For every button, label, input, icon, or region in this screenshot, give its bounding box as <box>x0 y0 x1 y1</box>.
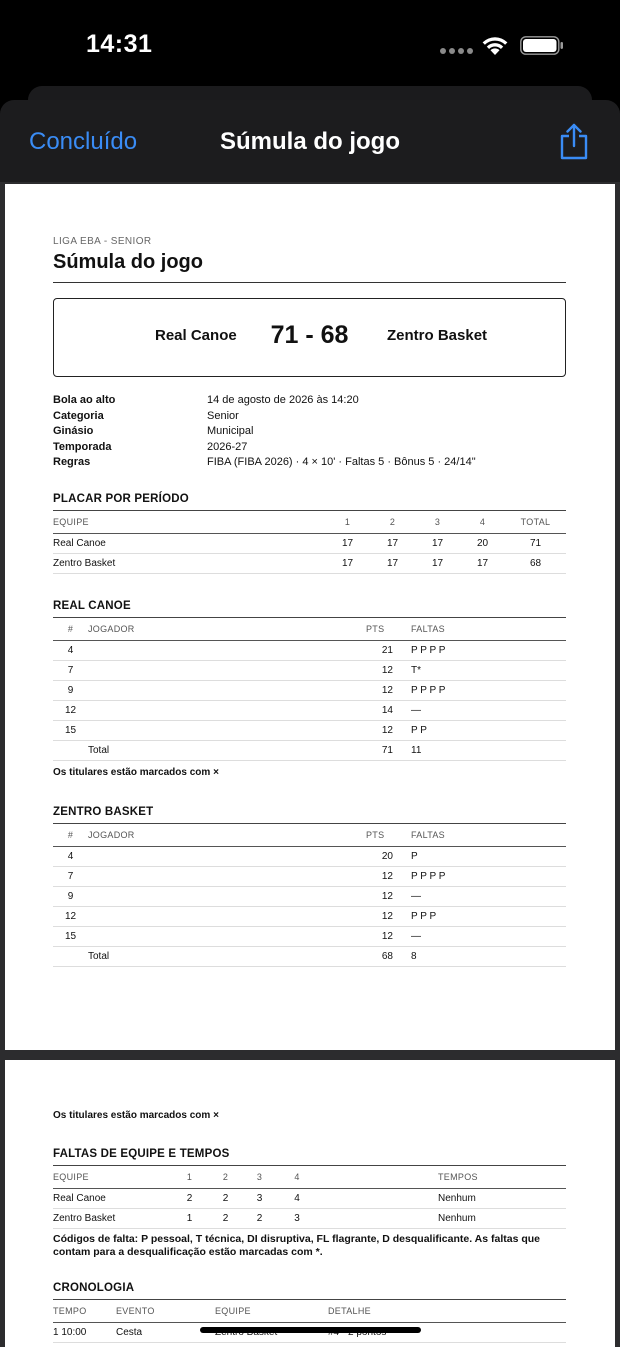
player-cell <box>88 680 366 700</box>
number-cell: 7 <box>53 866 88 886</box>
number-cell: 12 <box>53 700 88 720</box>
table-row <box>53 740 566 760</box>
fouls-cell: P P P P <box>411 680 566 700</box>
team-cell: Real Canoe <box>53 1188 171 1208</box>
period-cell: 20 <box>460 533 505 553</box>
fouls-cell: 2 <box>243 1208 276 1228</box>
share-icon <box>558 122 590 162</box>
column-header: PTS <box>366 618 411 640</box>
section-title: FALTAS DE EQUIPE E TEMPOS <box>53 1148 230 1160</box>
player-cell <box>88 866 366 886</box>
player-cell: Total <box>88 740 366 760</box>
player-cell <box>88 700 366 720</box>
info-row <box>53 394 566 410</box>
fouls-cell: 8 <box>411 946 566 966</box>
team-cell: Zentro Basket <box>53 1208 171 1228</box>
table-row <box>53 866 566 886</box>
fouls-cell: 2 <box>208 1188 243 1208</box>
points-cell: 12 <box>366 866 411 886</box>
foul-codes-legend: Códigos de falta: P pessoal, T técnica, DI disruptiva, FL flagrante, D desqualificante. As faltas que contam para a desqualificação estão marcadas com *. <box>53 1232 541 1258</box>
fouls-cell: — <box>411 700 566 720</box>
period-cell: 17 <box>370 533 415 553</box>
info-label: Temporada <box>53 440 112 453</box>
document-title: Súmula do jogo <box>53 251 203 273</box>
timeouts-cell: Nenhum <box>318 1188 566 1208</box>
points-cell: 12 <box>366 926 411 946</box>
fouls-cell: 3 <box>276 1208 318 1228</box>
battery-icon <box>520 36 564 55</box>
column-header: EVENTO <box>116 1300 215 1322</box>
league-name: LIGA EBA - SENIOR <box>53 236 152 247</box>
scoreboard <box>53 298 566 377</box>
column-header: TEMPOS <box>318 1166 566 1188</box>
away-team-name: Zentro Basket <box>387 327 488 344</box>
chronology-section <box>53 1282 566 1343</box>
table-header <box>53 618 566 640</box>
info-label: Bola ao alto <box>53 394 116 406</box>
column-header: 3 <box>415 511 460 533</box>
timeouts-cell: Nenhum <box>318 1208 566 1228</box>
info-row <box>53 441 566 457</box>
column-header: 2 <box>370 511 415 533</box>
page2-note <box>53 1110 566 1121</box>
number-cell: 12 <box>53 906 88 926</box>
player-cell <box>88 886 366 906</box>
column-header: TEMPO <box>53 1300 116 1322</box>
player-stats-table <box>53 618 566 761</box>
points-cell: 14 <box>366 700 411 720</box>
fouls-cell: P P <box>411 720 566 740</box>
team-fouls-section <box>53 1148 566 1259</box>
team-stats-section <box>53 806 566 967</box>
fouls-cell: 2 <box>208 1208 243 1228</box>
fouls-cell: 2 <box>171 1188 208 1208</box>
table-header <box>53 511 566 533</box>
points-cell: 21 <box>366 640 411 660</box>
period-cell: 17 <box>325 533 370 553</box>
info-value: 2026-27 <box>207 440 248 453</box>
column-header: EQUIPE <box>215 1300 328 1322</box>
column-header: FALTAS <box>411 618 566 640</box>
team-cell: Real Canoe <box>53 533 325 553</box>
document-page-2 <box>5 1060 615 1347</box>
section-title: PLACAR POR PERÍODO <box>53 493 189 505</box>
team-stats-section <box>53 600 566 778</box>
fouls-cell: 1 <box>171 1208 208 1228</box>
column-header: PTS <box>366 824 411 846</box>
table-row <box>53 640 566 660</box>
section-title: CRONOLOGIA <box>53 1282 135 1294</box>
period-cell: 17 <box>415 533 460 553</box>
wifi-icon <box>480 34 510 56</box>
points-cell: 12 <box>366 680 411 700</box>
fouls-cell: 4 <box>276 1188 318 1208</box>
points-cell: 12 <box>366 906 411 926</box>
home-indicator[interactable] <box>200 1327 421 1333</box>
number-cell: 4 <box>53 640 88 660</box>
table-row <box>53 533 566 553</box>
table-row <box>53 1208 566 1228</box>
period-cell: 17 <box>370 553 415 573</box>
nav-title: Súmula do jogo <box>220 128 400 155</box>
period-score-table <box>53 511 566 574</box>
points-cell: 12 <box>366 886 411 906</box>
info-row <box>53 425 566 441</box>
player-cell: Total <box>88 946 366 966</box>
column-header: 1 <box>325 511 370 533</box>
number-cell: 4 <box>53 846 88 866</box>
fouls-cell: — <box>411 886 566 906</box>
fouls-cell: T* <box>411 660 566 680</box>
document-page-1 <box>5 184 615 1050</box>
starters-note: Os titulares estão marcados com × <box>53 1110 219 1121</box>
column-header: 3 <box>243 1166 276 1188</box>
document-viewer[interactable] <box>0 182 620 1347</box>
navigation-bar <box>0 100 620 182</box>
period-cell: 17 <box>460 553 505 573</box>
info-value: FIBA (FIBA 2026) · 4 × 10' · Faltas 5 · Bônus 5 · 24/14" <box>207 456 476 468</box>
table-row <box>53 946 566 966</box>
player-stats-table <box>53 824 566 967</box>
column-header: FALTAS <box>411 824 566 846</box>
number-cell: 9 <box>53 886 88 906</box>
points-cell: 71 <box>366 740 411 760</box>
info-label: Categoria <box>53 409 104 422</box>
number-cell <box>53 946 88 966</box>
column-header: 2 <box>208 1166 243 1188</box>
column-header: 1 <box>171 1166 208 1188</box>
team-cell: Zentro Basket <box>53 553 325 573</box>
column-header: JOGADOR <box>88 618 366 640</box>
column-header: # <box>53 824 88 846</box>
fouls-cell: 3 <box>243 1188 276 1208</box>
player-cell <box>88 660 366 680</box>
share-button[interactable] <box>558 122 590 162</box>
table-header <box>53 1300 566 1322</box>
final-score: 71 - 68 <box>270 321 349 349</box>
number-cell: 9 <box>53 680 88 700</box>
table-row <box>53 1188 566 1208</box>
column-header: # <box>53 618 88 640</box>
column-header: DETALHE <box>328 1300 566 1322</box>
table-row <box>53 846 566 866</box>
column-header: 4 <box>460 511 505 533</box>
cellular-signal-icon <box>440 48 474 54</box>
table-row <box>53 926 566 946</box>
points-cell: 68 <box>366 946 411 966</box>
column-header: EQUIPE <box>53 1166 171 1188</box>
info-value: 14 de agosto de 2026 às 14:20 <box>207 394 359 406</box>
game-info <box>53 394 566 472</box>
column-header: JOGADOR <box>88 824 366 846</box>
info-label: Regras <box>53 456 91 468</box>
fouls-cell: P <box>411 846 566 866</box>
info-row <box>53 410 566 426</box>
period-cell: 17 <box>415 553 460 573</box>
total-cell: 71 <box>505 533 566 553</box>
table-row <box>53 886 566 906</box>
column-header: TOTAL <box>505 511 566 533</box>
info-row <box>53 456 566 472</box>
table-row <box>53 680 566 700</box>
info-value: Senior <box>207 409 239 422</box>
player-cell <box>88 720 366 740</box>
number-cell: 15 <box>53 926 88 946</box>
points-cell: 12 <box>366 720 411 740</box>
event-cell: Cesta <box>116 1322 215 1342</box>
number-cell: 15 <box>53 720 88 740</box>
table-row <box>53 553 566 573</box>
title-divider <box>53 282 566 283</box>
info-value: Municipal <box>207 425 254 437</box>
info-label: Ginásio <box>53 425 94 437</box>
period-cell: 17 <box>325 553 370 573</box>
doc-header <box>53 236 566 472</box>
status-bar <box>0 0 620 90</box>
team-fouls-table <box>53 1166 566 1229</box>
section-title: ZENTRO BASKET <box>53 806 154 818</box>
time-cell: 1 10:00 <box>53 1322 116 1342</box>
fouls-cell: P P P <box>411 906 566 926</box>
chronology-table <box>53 1300 566 1343</box>
table-header <box>53 824 566 846</box>
column-header: EQUIPE <box>53 511 325 533</box>
section-title: REAL CANOE <box>53 600 131 612</box>
fouls-cell: — <box>411 926 566 946</box>
table-header <box>53 1166 566 1188</box>
column-header: 4 <box>276 1166 318 1188</box>
period-score-section <box>53 493 566 574</box>
table-row <box>53 700 566 720</box>
total-cell: 68 <box>505 553 566 573</box>
player-cell <box>88 906 366 926</box>
fouls-cell: P P P P <box>411 640 566 660</box>
fouls-cell: P P P P <box>411 866 566 886</box>
fouls-cell: 11 <box>411 740 566 760</box>
player-cell <box>88 846 366 866</box>
number-cell <box>53 740 88 760</box>
number-cell: 7 <box>53 660 88 680</box>
table-row <box>53 720 566 740</box>
done-button[interactable]: Concluído <box>29 128 138 155</box>
status-time: 14:31 <box>86 30 153 58</box>
player-cell <box>88 640 366 660</box>
points-cell: 12 <box>366 660 411 680</box>
player-cell <box>88 926 366 946</box>
points-cell: 20 <box>366 846 411 866</box>
starters-note: Os titulares estão marcados com × <box>53 766 219 778</box>
home-team-name: Real Canoe <box>155 327 237 344</box>
table-row <box>53 660 566 680</box>
table-row <box>53 906 566 926</box>
